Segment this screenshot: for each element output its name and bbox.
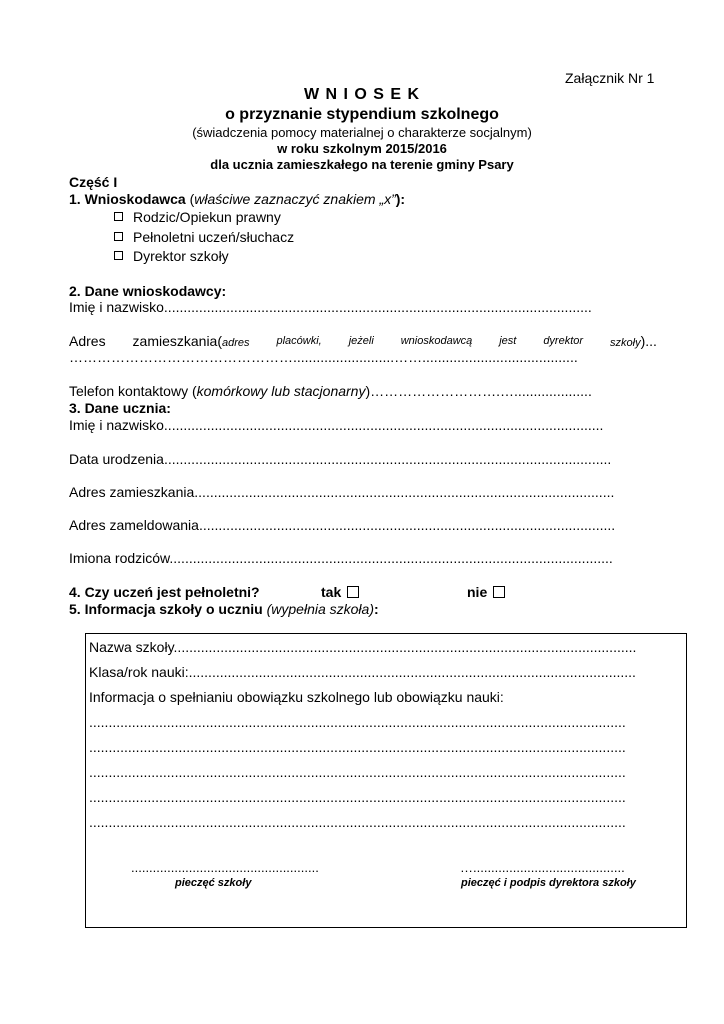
school-year-line: w roku szkolnym 2015/2016	[277, 141, 447, 156]
student-name-line[interactable]: Imię i nazwisko.................................................................................................................	[69, 417, 604, 433]
school-info-box	[85, 633, 687, 928]
address-word: szkoły)...	[610, 333, 657, 349]
obligation-line[interactable]: ..........................................................................................................................................	[89, 714, 626, 730]
student-address-line[interactable]: Adres zamieszkania............................................................................................................	[69, 484, 615, 500]
checkbox-icon[interactable]	[347, 586, 359, 598]
applicant-address-dots[interactable]: …………………………………………..........................……........................................	[69, 349, 578, 365]
applicant-question	[69, 191, 405, 207]
director-signature-label: pieczęć i podpis dyrektora szkoły	[461, 877, 636, 889]
option-director[interactable]	[114, 248, 229, 264]
adult-question: 4. Czy uczeń jest pełnoletni?	[69, 584, 260, 600]
obligation-line[interactable]: ..........................................................................................................................................	[89, 764, 626, 780]
phone-hint: komórkowy lub stacjonarny	[196, 383, 366, 399]
checkbox-icon[interactable]	[114, 212, 123, 221]
annex-label: Załącznik Nr 1	[565, 70, 655, 86]
school-info-heading	[69, 601, 379, 617]
applicant-phone-line[interactable]	[69, 383, 592, 399]
option-label: Rodzic/Opiekun prawny	[133, 209, 281, 225]
form-subtitle: o przyznanie stypendium szkolnego	[225, 106, 499, 123]
student-data-heading: 3. Dane ucznia:	[69, 400, 171, 416]
school-info-colon: :	[373, 601, 379, 617]
address-word: placówki,	[276, 335, 322, 347]
applicant-data-heading: 2. Dane wnioskodawcy:	[69, 283, 227, 299]
applicant-name-line[interactable]: Imię i nazwisko..............................................................................................................	[69, 299, 592, 315]
address-word: dyrektor	[543, 335, 584, 347]
obligation-line[interactable]: ..........................................................................................................................................	[89, 814, 626, 830]
address-word: zamieszkania(adres	[132, 333, 250, 349]
no-label: nie	[467, 584, 488, 600]
applicant-close: ):	[395, 191, 406, 207]
school-info-hint: (wypełnia szkoła)	[266, 601, 374, 617]
option-label: Pełnoletni uczeń/słuchacz	[133, 229, 295, 245]
obligation-line[interactable]: ..........................................................................................................................................	[89, 789, 626, 805]
adult-yes-option[interactable]	[321, 584, 359, 600]
obligation-line[interactable]: ..........................................................................................................................................	[89, 739, 626, 755]
yes-label: tak	[321, 584, 342, 600]
adult-no-option[interactable]	[467, 584, 505, 600]
address-word: jeżeli	[348, 335, 374, 347]
part-title: Część I	[69, 174, 118, 190]
form-title: W N I O S E K	[303, 86, 421, 103]
form-note: (świadczenia pomocy materialnej o charakterze socjalnym)	[192, 125, 532, 140]
address-word: jest	[499, 335, 517, 347]
applicant-address-line[interactable]	[69, 333, 657, 349]
option-label: Dyrektor szkoły	[133, 248, 229, 264]
student-parents-line[interactable]: Imiona rodziców..................................................................................................................	[69, 550, 613, 566]
school-stamp-dots[interactable]: ....................................................	[131, 860, 319, 875]
option-adult-student[interactable]	[114, 229, 294, 245]
checkbox-icon[interactable]	[493, 586, 505, 598]
address-word: wnioskodawcą	[400, 335, 473, 347]
student-birth-line[interactable]: Data urodzenia...................................................................................................................	[69, 451, 612, 467]
school-name-line[interactable]: Nazwa szkoły.......................................................................................................................	[89, 639, 637, 655]
obligation-info-label: Informacja o spełnianiu obowiązku szkolnego lub obowiązku nauki:	[89, 689, 504, 705]
phone-dots: )……………………….…....................	[365, 383, 592, 399]
option-parent[interactable]	[114, 209, 281, 225]
applicant-label: 1. Wnioskodawca	[69, 191, 186, 207]
school-stamp-label: pieczęć szkoły	[175, 877, 252, 889]
address-word: Adres	[69, 333, 106, 349]
target-line: dla ucznia zamieszkałego na terenie gminy Psary	[210, 157, 514, 172]
applicant-open-paren: (	[185, 191, 195, 207]
director-signature-dots[interactable]: …..........................................	[460, 860, 625, 875]
phone-label: Telefon kontaktowy (	[69, 383, 197, 399]
student-registered-line[interactable]: Adres zameldowania...........................................................................................................	[69, 517, 616, 533]
school-info-label: 5. Informacja szkoły o uczniu	[69, 601, 263, 617]
applicant-hint: właściwe zaznaczyć znakiem „x”	[194, 191, 396, 207]
checkbox-icon[interactable]	[114, 251, 123, 260]
checkbox-icon[interactable]	[114, 232, 123, 241]
class-year-line[interactable]: Klasa/rok nauki:...................................................................................................................	[89, 664, 636, 680]
